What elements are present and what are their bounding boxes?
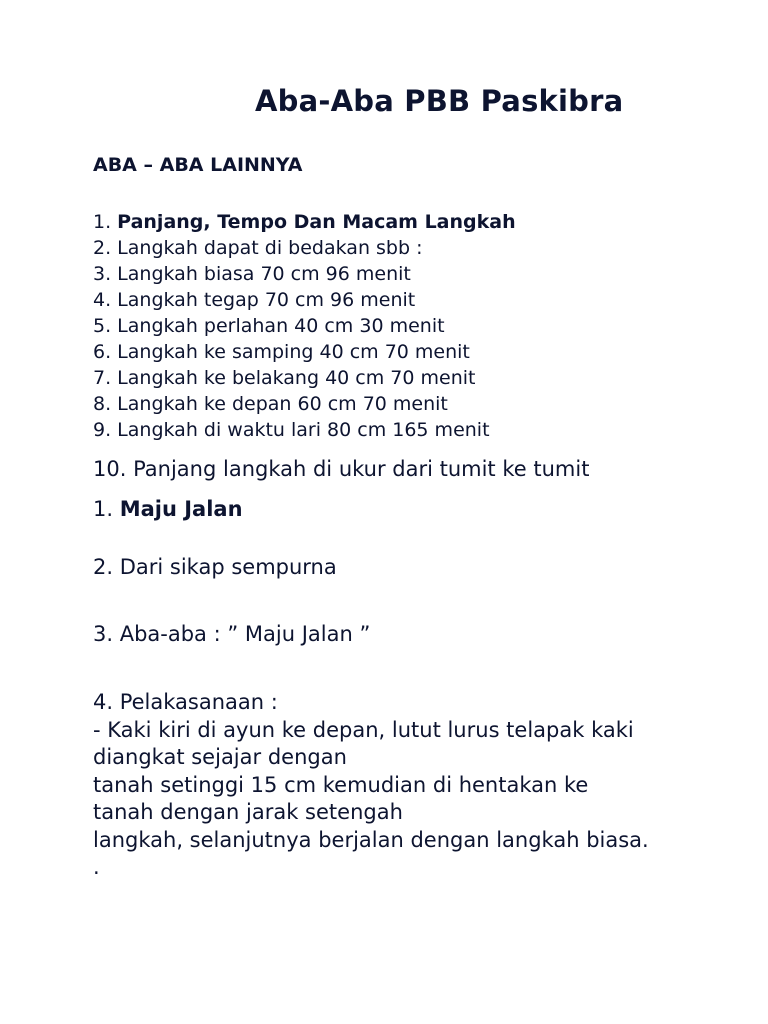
list-item xyxy=(93,313,516,339)
list-item-text: Langkah ke belakang 40 cm 70 menit xyxy=(117,367,476,389)
maju-jalan-number: 1. xyxy=(93,497,120,521)
list-item-number: 9. xyxy=(93,419,118,441)
list-item-text: Langkah tegap 70 cm 96 menit xyxy=(117,289,416,311)
list-item-number: 4. xyxy=(93,289,118,311)
list-item-number: 6. xyxy=(93,341,118,363)
list-item-number: 3. xyxy=(93,263,118,285)
list-item-text: Langkah ke depan 60 cm 70 menit xyxy=(117,393,448,415)
pelaksanaan-heading: 4. Pelakasanaan : xyxy=(93,690,278,714)
list-item-text: Langkah perlahan 40 cm 30 menit xyxy=(117,315,445,337)
list-item xyxy=(93,261,516,287)
pelaksanaan-line: tanah setinggi 15 cm kemudian di hentakan ke xyxy=(93,772,589,797)
list-item-number: 8. xyxy=(93,393,118,415)
list-item-heading: Panjang, Tempo Dan Macam Langkah xyxy=(117,211,516,233)
langkah-list xyxy=(93,209,516,443)
list-item-number: 2. xyxy=(93,237,118,259)
pelaksanaan-line: langkah, selanjutnya berjalan dengan langkah biasa. xyxy=(93,827,649,852)
list-item xyxy=(93,235,516,261)
list-item xyxy=(93,391,516,417)
page-title: Aba-Aba PBB Paskibra xyxy=(255,84,624,118)
pelaksanaan-block xyxy=(93,689,693,882)
list-item-number: 7. xyxy=(93,367,118,389)
pelaksanaan-line: - Kaki kiri di ayun ke depan, lutut lurus telapak kaki xyxy=(93,717,634,742)
maju-jalan-heading xyxy=(93,497,243,521)
dari-sikap-paragraph: 2. Dari sikap sempurna xyxy=(93,555,337,579)
maju-jalan-title: Maju Jalan xyxy=(119,497,243,521)
list-item xyxy=(93,417,516,443)
list-item xyxy=(93,209,516,235)
list-item xyxy=(93,365,516,391)
list-item xyxy=(93,339,516,365)
item-10-paragraph: 10. Panjang langkah di ukur dari tumit ke tumit xyxy=(93,457,590,481)
list-item-text: Langkah ke samping 40 cm 70 menit xyxy=(117,341,470,363)
pelaksanaan-line: . xyxy=(93,855,100,879)
list-item xyxy=(93,287,516,313)
section-heading: ABA – ABA LAINNYA xyxy=(93,154,303,176)
list-item-text: Langkah di waktu lari 80 cm 165 menit xyxy=(117,419,490,441)
list-item-text: Langkah biasa 70 cm 96 menit xyxy=(117,263,411,285)
list-item-number: 5. xyxy=(93,315,118,337)
pelaksanaan-line: tanah dengan jarak setengah xyxy=(93,800,403,824)
aba-aba-paragraph: 3. Aba-aba : ” Maju Jalan ” xyxy=(93,622,371,646)
list-item-number: 1. xyxy=(93,211,118,233)
list-item-text: Langkah dapat di bedakan sbb : xyxy=(117,237,423,259)
pelaksanaan-line: diangkat sejajar dengan xyxy=(93,745,347,769)
